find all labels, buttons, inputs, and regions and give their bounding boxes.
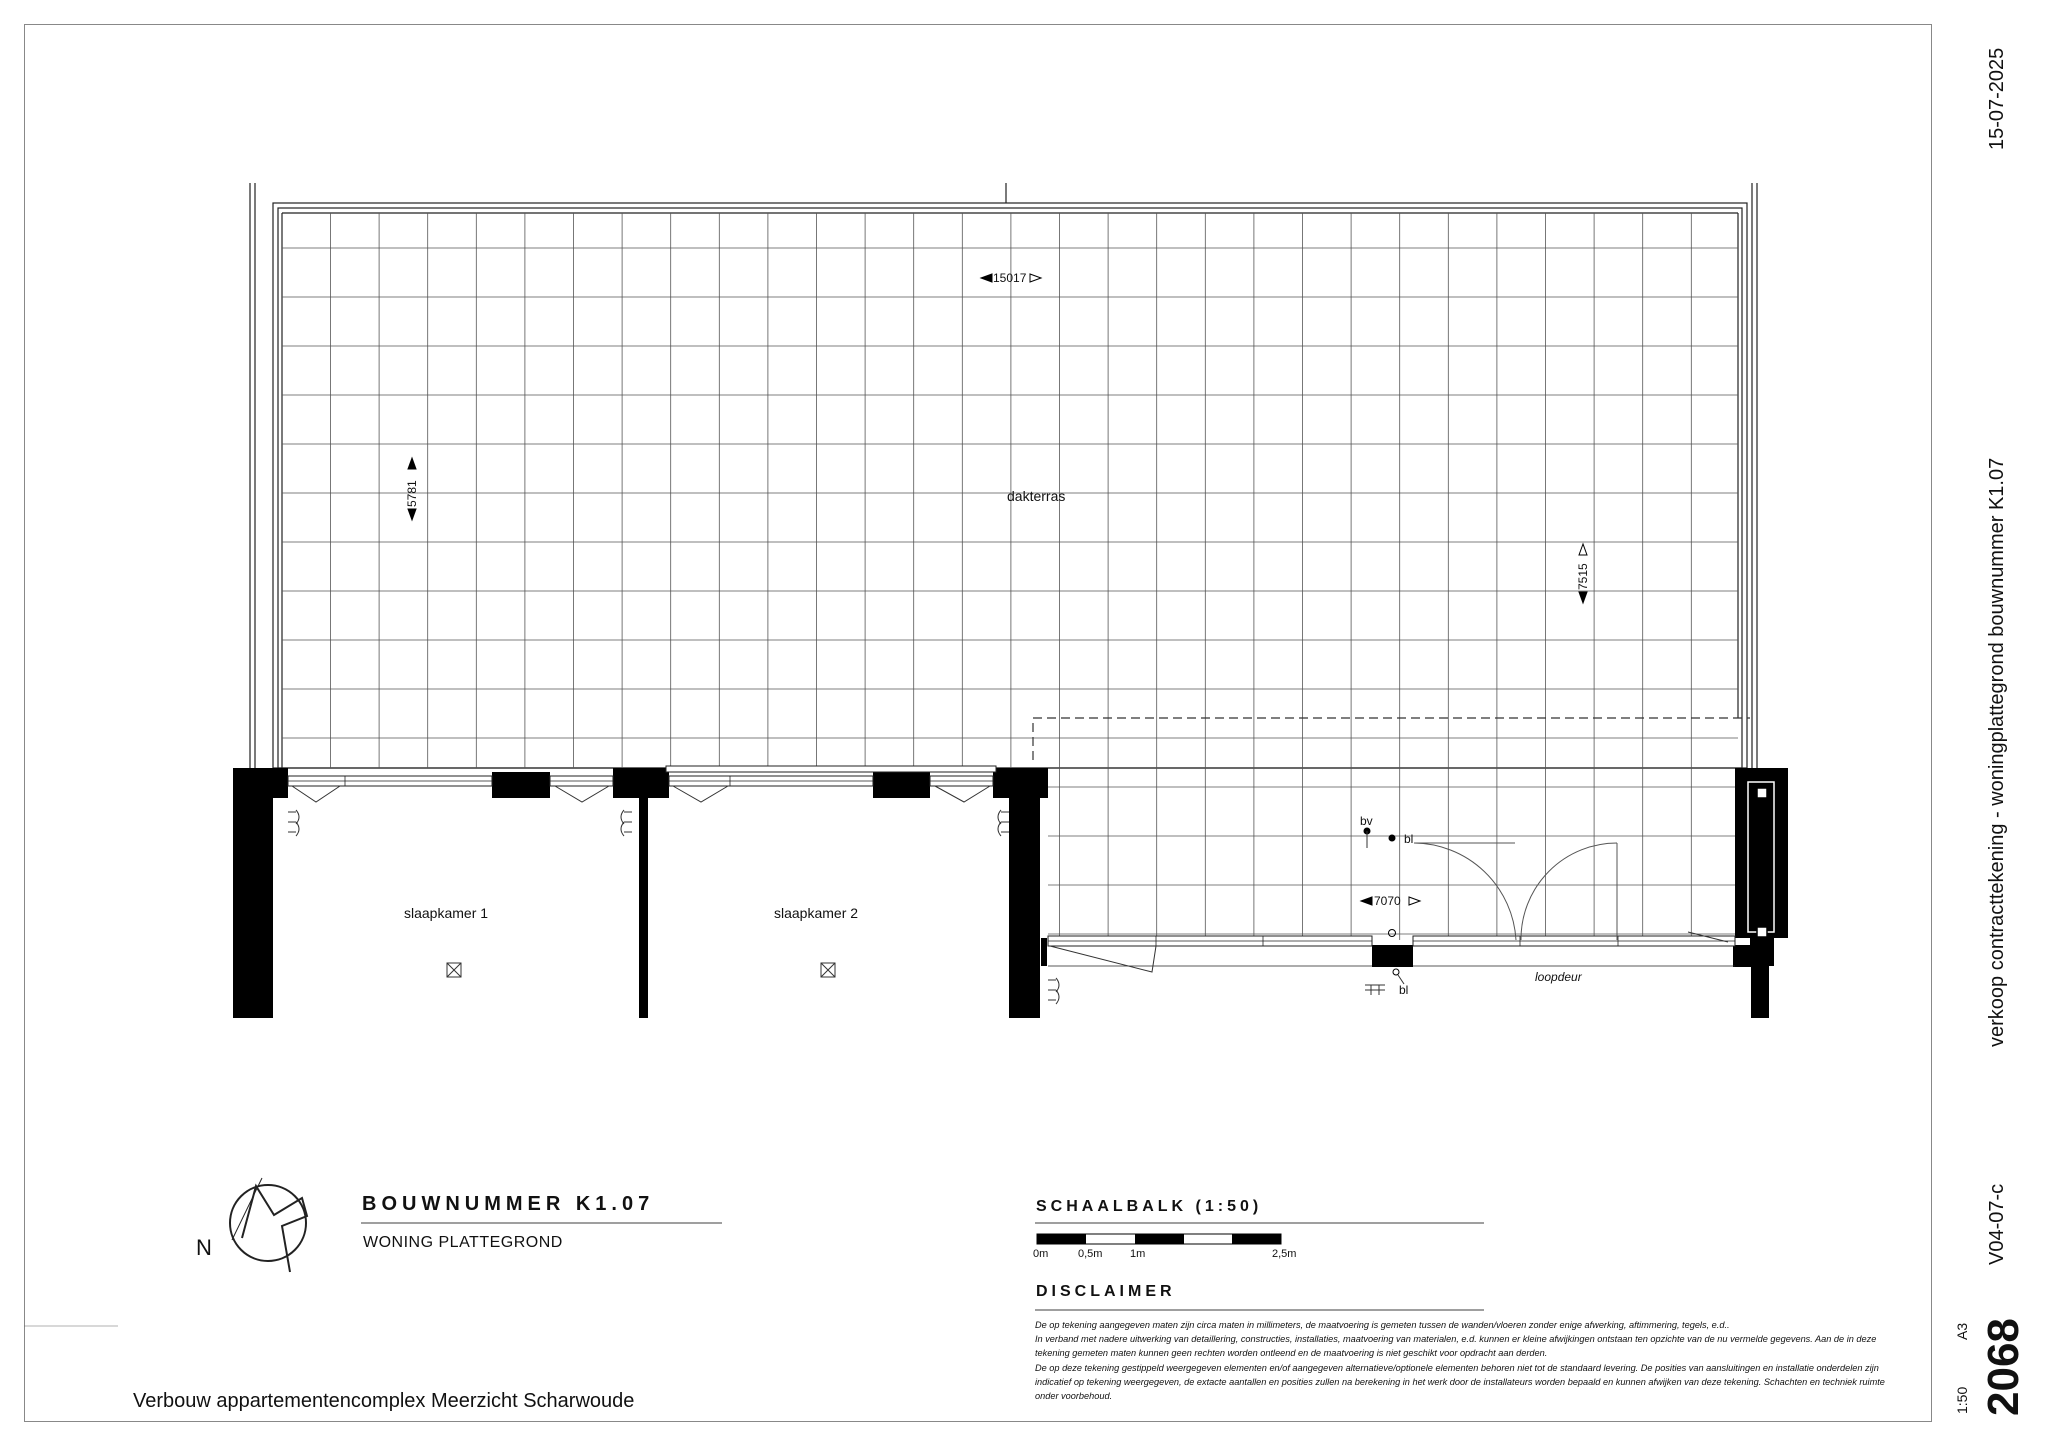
room-label-dakterras: dakterras xyxy=(1007,488,1066,504)
scalebar-heading: SCHAALBALK (1:50) xyxy=(1036,1198,1263,1215)
drawing-description: verkoop contracttekening - woningplattegrond bouwnummer K1.07 xyxy=(1986,457,2008,1047)
room-label-slaapkamer-1: slaapkamer 1 xyxy=(404,905,489,921)
symbol-bl: bl xyxy=(1404,832,1414,846)
scalebar-label: 2,5m xyxy=(1272,1248,1297,1260)
disclaimer-heading: DISCLAIMER xyxy=(1036,1283,1176,1300)
north-arrow-icon xyxy=(230,1178,307,1272)
door-swings xyxy=(1414,843,1617,940)
scale-bar xyxy=(1037,1234,1281,1244)
scalebar-label: 0,5m xyxy=(1078,1248,1103,1260)
project-name: Verbouw appartementencomplex Meerzicht Scharwoude xyxy=(133,1390,635,1412)
symbol-bl: bl xyxy=(1399,983,1409,997)
dimension-height-right: 7515 xyxy=(1576,563,1590,590)
drawing-format: A3 xyxy=(1954,1322,1970,1340)
room-label-slaapkamer-2: slaapkamer 2 xyxy=(774,905,859,921)
drawing-number: 2068 xyxy=(1979,1318,2028,1416)
door-label-loopdeur: loopdeur xyxy=(1535,970,1582,984)
dimension-width-top: 15017 xyxy=(993,271,1027,285)
drawing-revision: V04-07-c xyxy=(1986,1183,2008,1265)
scalebar-label: 1m xyxy=(1130,1248,1146,1260)
dimension-height-left: 5781 xyxy=(405,480,419,507)
disclaimer-text xyxy=(1035,1318,1895,1403)
dimension-width-bottom: 7070 xyxy=(1374,894,1401,908)
symbol-bv: bv xyxy=(1360,814,1373,828)
scalebar-label: 0m xyxy=(1033,1248,1049,1260)
disclaimer-line: De op deze tekening gestippeld weergegeven elementen en/of aangegeven alternatieve/optionele elementen behoren niet tot de standaard levering. De posities van aansluitingen en installatie onderdelen zijn indicatief op tekening weergegeven, de extacte aantallen en posities zullen na berekening in het werk door de installateurs worden bepaald en kunnen afwijken van deze tekening. Schachten en techniek ruimte onder voorbehoud. xyxy=(1035,1362,1885,1402)
title-bouwnummer: BOUWNUMMER K1.07 xyxy=(362,1193,655,1215)
disclaimer-line: In verband met nadere uitwerking van detaillering, constructies, installaties, maatvoering van materialen, e.d. kunnen er kleine afwijkingen ontstaan ten opzichte van de nu vermelde gegevens. Aan de in deze tekening gemeten maten kunnen geen rechten worden ontleend en de maatvoering is niet geschikt voor opdracht aan derden. xyxy=(1035,1334,1877,1359)
north-label: N xyxy=(196,1235,212,1260)
title-woning-plattegrond: WONING PLATTEGROND xyxy=(363,1234,563,1251)
dimension-arrows xyxy=(408,274,1587,905)
disclaimer-line: De op tekening aangegeven maten zijn circa maten in millimeters, de maatvoering is gemeten tussen de wanden/vloeren zonder enige afwerking, aftimmering, tegels, e.d.. xyxy=(1035,1320,1730,1330)
drawing-date: 15-07-2025 xyxy=(1986,47,2008,150)
drawing-scale: 1:50 xyxy=(1954,1386,1970,1414)
